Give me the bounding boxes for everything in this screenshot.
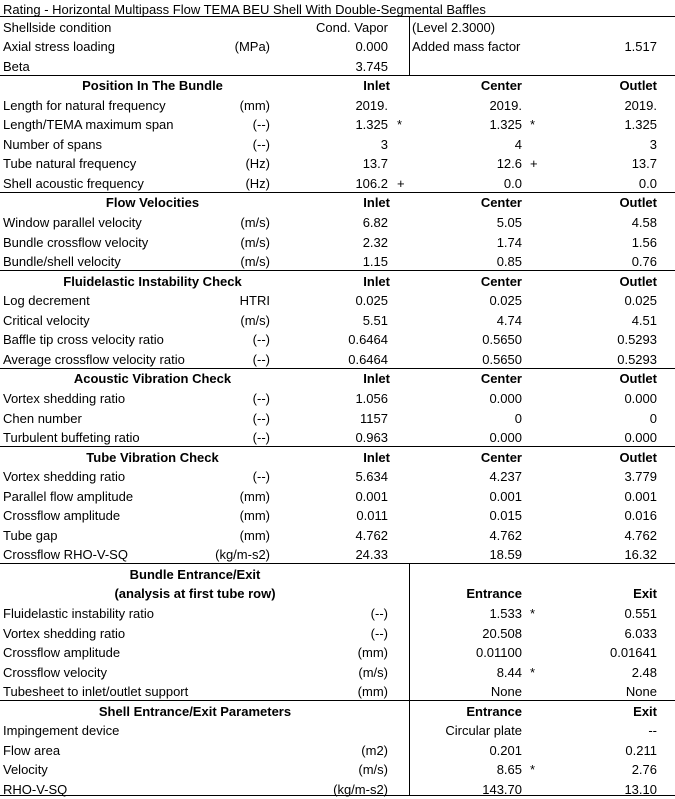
center-value: 4.237 (489, 469, 522, 485)
row-critical-velocity (0, 311, 675, 330)
units-label (190, 57, 270, 76)
outlet-value: 1.325 (624, 117, 657, 133)
row-chen-number (0, 409, 675, 428)
row-label: Length/TEMA maximum span (3, 117, 174, 133)
exit-value: 6.033 (624, 625, 657, 641)
row-bundle-crossflow-velocity (0, 233, 675, 252)
inlet-value: 5.634 (355, 469, 388, 485)
center-value: 0.5650 (482, 332, 522, 348)
row-label: Impingement device (3, 723, 120, 739)
center-value: 0.000 (489, 430, 522, 446)
entrance-flag-marker: * (530, 762, 536, 778)
outlet-value: 0.025 (624, 293, 657, 309)
row-label: Crossflow amplitude (3, 508, 121, 524)
section-header: Acoustic Vibration Check (73, 371, 232, 387)
row-label: Parallel flow amplitude (3, 488, 134, 504)
row-label: Crossflow RHO-V-SQ (3, 547, 128, 563)
outlet-value (560, 18, 657, 37)
row-label: Shellside condition (3, 19, 112, 35)
row-number-of-spans (0, 135, 675, 154)
row-label: Crossflow amplitude (3, 645, 121, 661)
units-label: (kg/m-s2) (333, 781, 388, 797)
inlet-value: 0.000 (355, 39, 388, 55)
row-vortex-shedding-ratio (0, 389, 675, 408)
entrance-value: 143.70 (482, 781, 522, 797)
row-label: Axial stress loading (3, 39, 115, 55)
units-label (280, 721, 388, 740)
outlet-column-header: Outlet (619, 449, 657, 465)
exit-value: None (625, 684, 657, 700)
outlet-value: 4.51 (631, 312, 657, 328)
row-length-for-natural-frequency (0, 96, 675, 115)
entrance-value: 0.01100 (475, 645, 522, 661)
entrance-value: 20.508 (482, 625, 522, 641)
center-flag-marker: * (530, 117, 536, 133)
outlet-value: 16.32 (624, 547, 657, 563)
center-column-header: Center (480, 78, 522, 94)
units-label: (--) (252, 136, 270, 152)
inlet-value: 0.011 (356, 508, 388, 524)
center-column-header: Center (480, 449, 522, 465)
entrance-value: Circular plate (445, 723, 522, 739)
row-tube-vibration-check (0, 448, 675, 467)
row-velocity (0, 760, 675, 779)
section-header: Shell Entrance/Exit Parameters (98, 703, 292, 719)
units-label: (--) (252, 430, 270, 446)
entrance-column-header: Entrance (466, 703, 522, 719)
center-value: 0.015 (489, 508, 522, 524)
row-label: Tube natural frequency (3, 156, 137, 172)
units-label: (m/s) (240, 234, 270, 250)
outlet-value: 0.0 (638, 175, 657, 191)
center-value: 4.74 (496, 312, 522, 328)
outlet-value: 0.5293 (617, 332, 657, 348)
row-label: Bundle crossflow velocity (3, 234, 149, 250)
row-label: Flow area (3, 742, 61, 758)
row-length-tema-maximum-span (0, 115, 675, 134)
outlet-value: 2019. (624, 97, 657, 113)
inlet-flag-marker: + (397, 175, 405, 191)
exit-value: 0.211 (625, 742, 657, 758)
row-shell-entrance-exit-parameters (0, 702, 675, 721)
row-beta (0, 57, 675, 76)
row-label: Average crossflow velocity ratio (3, 351, 185, 367)
center-value: 2019. (489, 97, 522, 113)
center-flag-marker: + (530, 156, 538, 172)
units-label: HTRI (239, 293, 270, 309)
outlet-column-header: Outlet (619, 371, 657, 387)
units-label: (mm) (239, 508, 270, 524)
inlet-value: 6.82 (362, 215, 388, 230)
row-position-in-the-bundle (0, 76, 675, 95)
units-label: (--) (252, 351, 270, 367)
inlet-flag-marker: * (397, 117, 403, 133)
row-label: Tubesheet to inlet/outlet support (3, 684, 189, 700)
center-value: 1.74 (496, 234, 522, 250)
exit-value: 13.10 (624, 781, 657, 797)
inlet-column-header: Inlet (363, 449, 390, 465)
center-value: 4 (514, 136, 522, 152)
section-header: Position In The Bundle (82, 78, 223, 94)
section-divider (0, 446, 675, 447)
row-crossflow-velocity (0, 663, 675, 682)
row-axial-stress-loading (0, 37, 675, 56)
center-value: 0.85 (496, 254, 522, 270)
row-label: Shell acoustic frequency (3, 175, 144, 191)
row-log-decrement (0, 291, 675, 310)
row-label: Baffle tip cross velocity ratio (3, 332, 164, 348)
units-label: (m/s) (240, 254, 270, 270)
inlet-value: 2019. (355, 97, 388, 113)
units-label: (--) (370, 625, 388, 641)
outlet-value: 0.016 (624, 508, 657, 524)
inlet-value: 3 (380, 136, 388, 152)
row-vortex-shedding-ratio (0, 624, 675, 643)
units-label: (kg/m-s2) (215, 547, 270, 563)
exit-column-header: Exit (633, 703, 657, 719)
center-value: 0.5650 (482, 351, 522, 367)
row-label: Critical velocity (3, 312, 90, 328)
section-header: Fluidelastic Instability Check (63, 273, 242, 289)
row-bundle-entrance-exit (0, 565, 675, 584)
outlet-value: 3 (649, 136, 657, 152)
center-value: 5.05 (496, 215, 522, 230)
outlet-value (560, 57, 657, 76)
outlet-value: 3.779 (624, 469, 657, 485)
outlet-value: 4.762 (624, 527, 657, 543)
column-divider (409, 563, 410, 795)
row-label: Vortex shedding ratio (3, 625, 126, 641)
row-crossflow-amplitude (0, 506, 675, 525)
exit-column-header (560, 565, 657, 584)
units-label: (mm) (239, 527, 270, 543)
units-label: (mm) (239, 97, 270, 113)
exit-value: 0.01641 (610, 645, 657, 661)
center-value: 4.762 (489, 527, 522, 543)
entrance-flag-marker: * (530, 664, 536, 680)
row-label: Tube gap (3, 527, 58, 543)
center-value: 1.325 (489, 117, 522, 133)
row-flow-velocities (0, 193, 675, 212)
units-label: (Hz) (245, 156, 270, 172)
center-value: 0.0 (503, 175, 522, 191)
row-shell-acoustic-frequency (0, 174, 675, 193)
section-divider (0, 368, 675, 369)
units-label: (m/s) (240, 312, 270, 328)
entrance-column-header (430, 565, 522, 584)
entrance-value: 0.201 (489, 742, 522, 758)
inlet-value: 2.32 (362, 234, 388, 250)
inlet-value: 1.325 (355, 117, 388, 133)
outlet-value: 4.58 (631, 215, 657, 230)
inlet-value: 0.6464 (348, 351, 388, 367)
center-value: 0.025 (489, 293, 522, 309)
center-column-header: Center (480, 195, 522, 211)
row-bundle-shell-velocity (0, 252, 675, 271)
row-label: RHO-V-SQ (3, 781, 68, 797)
units-label: (mm) (357, 684, 388, 700)
row-impingement-device (0, 721, 675, 740)
entrance-value: 8.65 (496, 762, 522, 778)
units-label: (mm) (357, 645, 388, 661)
outlet-column-header: Outlet (619, 195, 657, 211)
entrance-flag-marker: * (530, 606, 536, 621)
outlet-value: 13.7 (631, 156, 657, 172)
inlet-value: 1.056 (355, 390, 388, 406)
row-label: Number of spans (3, 136, 102, 152)
row-label: Window parallel velocity (3, 215, 142, 230)
outlet-value: 0.5293 (617, 351, 657, 367)
row-acoustic-vibration-check (0, 369, 675, 388)
inlet-value: 5.51 (362, 312, 388, 328)
exit-column-header: Exit (633, 586, 657, 602)
section-divider (0, 563, 675, 564)
section-header: Tube Vibration Check (86, 449, 219, 465)
units-label: (--) (252, 117, 270, 133)
units-label (190, 18, 270, 37)
row-parallel-flow-amplitude (0, 487, 675, 506)
exit-value: 2.76 (631, 762, 657, 778)
entrance-value: None (490, 684, 522, 700)
units-label: (--) (252, 390, 270, 406)
row-shellside-condition (0, 18, 675, 37)
outlet-column-header: Outlet (619, 273, 657, 289)
inlet-value: 0.963 (355, 430, 388, 446)
row-label: Chen number (3, 410, 82, 426)
row-flow-area (0, 741, 675, 760)
row-analysis-at-first-tube-row (0, 584, 675, 603)
units-label: (Hz) (245, 175, 270, 191)
row-window-parallel-velocity (0, 213, 675, 232)
outlet-value: 0.001 (624, 488, 657, 504)
units-label: (--) (370, 606, 388, 621)
units-label: (m2) (361, 742, 388, 758)
entrance-column-header: Entrance (466, 586, 522, 602)
row-label: Bundle/shell velocity (3, 254, 121, 270)
inlet-column-header: Inlet (363, 78, 390, 94)
inlet-value: 0.025 (355, 293, 388, 309)
inlet-value: 1157 (360, 410, 388, 426)
row-tube-natural-frequency (0, 154, 675, 173)
exit-value: -- (648, 723, 657, 739)
row-label: Length for natural frequency (3, 97, 166, 113)
row-tubesheet-to-inlet-outlet-support (0, 682, 675, 701)
outlet-column-header: Outlet (619, 78, 657, 94)
units-label: (mm) (239, 488, 270, 504)
row-crossflow-amplitude (0, 643, 675, 662)
center-column-header: Center (480, 371, 522, 387)
units-label: (m/s) (358, 664, 388, 680)
inlet-column-header: Inlet (363, 273, 390, 289)
center-value: (Level 2.3000) (412, 19, 496, 35)
section-header: (analysis at first tube row) (114, 586, 276, 602)
inlet-value: 1.15 (362, 254, 388, 270)
units-label: (MPa) (234, 39, 270, 55)
row-label: Velocity (3, 762, 48, 778)
row-fluidelastic-instability-check (0, 272, 675, 291)
section-divider (0, 192, 675, 193)
center-value: Added mass factor (412, 39, 521, 55)
center-value: 0.000 (489, 390, 522, 406)
outlet-value: 0.000 (624, 430, 657, 446)
section-divider (0, 16, 675, 17)
section-header: Flow Velocities (105, 195, 200, 211)
row-tube-gap (0, 526, 675, 545)
row-label: Beta (3, 58, 30, 74)
units-label: (--) (252, 410, 270, 426)
row-label: Vortex shedding ratio (3, 390, 126, 406)
outlet-value: 0 (649, 410, 657, 426)
inlet-value: Cond. Vapor (315, 19, 388, 35)
inlet-value: 0.001 (355, 488, 388, 504)
row-label: Vortex shedding ratio (3, 469, 126, 485)
row-turbulent-buffeting-ratio (0, 428, 675, 447)
units-label: (m/s) (358, 762, 388, 778)
units-label: (m/s) (240, 215, 270, 230)
center-value: 18.59 (489, 547, 522, 563)
row-vortex-shedding-ratio (0, 467, 675, 486)
inlet-value: 106.2 (355, 175, 388, 191)
section-divider (0, 795, 675, 796)
section-divider (0, 270, 675, 271)
inlet-value: 4.762 (355, 527, 388, 543)
section-header: Bundle Entrance/Exit (129, 566, 261, 582)
row-rho-v-sq (0, 780, 675, 799)
exit-value: 0.551 (624, 606, 657, 621)
inlet-value: 13.7 (362, 156, 388, 172)
units-label: (--) (252, 332, 270, 348)
section-divider (0, 700, 675, 701)
inlet-value: 0.6464 (348, 332, 388, 348)
center-column-header: Center (480, 273, 522, 289)
entrance-value: 1.533 (489, 606, 522, 621)
inlet-value: 24.33 (355, 547, 388, 563)
column-divider (409, 16, 410, 75)
outlet-value: 0.76 (631, 254, 657, 270)
center-value: 0.001 (489, 488, 522, 504)
row-label: Turbulent buffeting ratio (3, 430, 140, 446)
inlet-column-header: Inlet (363, 195, 390, 211)
inlet-column-header: Inlet (363, 371, 390, 387)
row-baffle-tip-cross-velocity-ratio (0, 330, 675, 349)
center-value: 0 (514, 410, 522, 426)
row-label: Fluidelastic instability ratio (3, 606, 155, 621)
outlet-value: 1.517 (624, 39, 657, 55)
row-label: Crossflow velocity (3, 664, 108, 680)
entrance-value: 8.44 (496, 664, 522, 680)
units-label: (--) (252, 469, 270, 485)
exit-value: 2.48 (631, 664, 657, 680)
outlet-value: 1.56 (631, 234, 657, 250)
report-title: Rating - Horizontal Multipass Flow TEMA BEU Shell With Double-Segmental Baffles (3, 2, 486, 17)
row-fluidelastic-instability-ratio (0, 604, 675, 623)
section-divider (0, 75, 675, 76)
inlet-value: 3.745 (355, 58, 388, 74)
center-value: 12.6 (496, 156, 522, 172)
row-crossflow-rho-v-sq (0, 545, 675, 564)
row-label: Log decrement (3, 293, 90, 309)
row-average-crossflow-velocity-ratio (0, 350, 675, 369)
outlet-value: 0.000 (624, 390, 657, 406)
